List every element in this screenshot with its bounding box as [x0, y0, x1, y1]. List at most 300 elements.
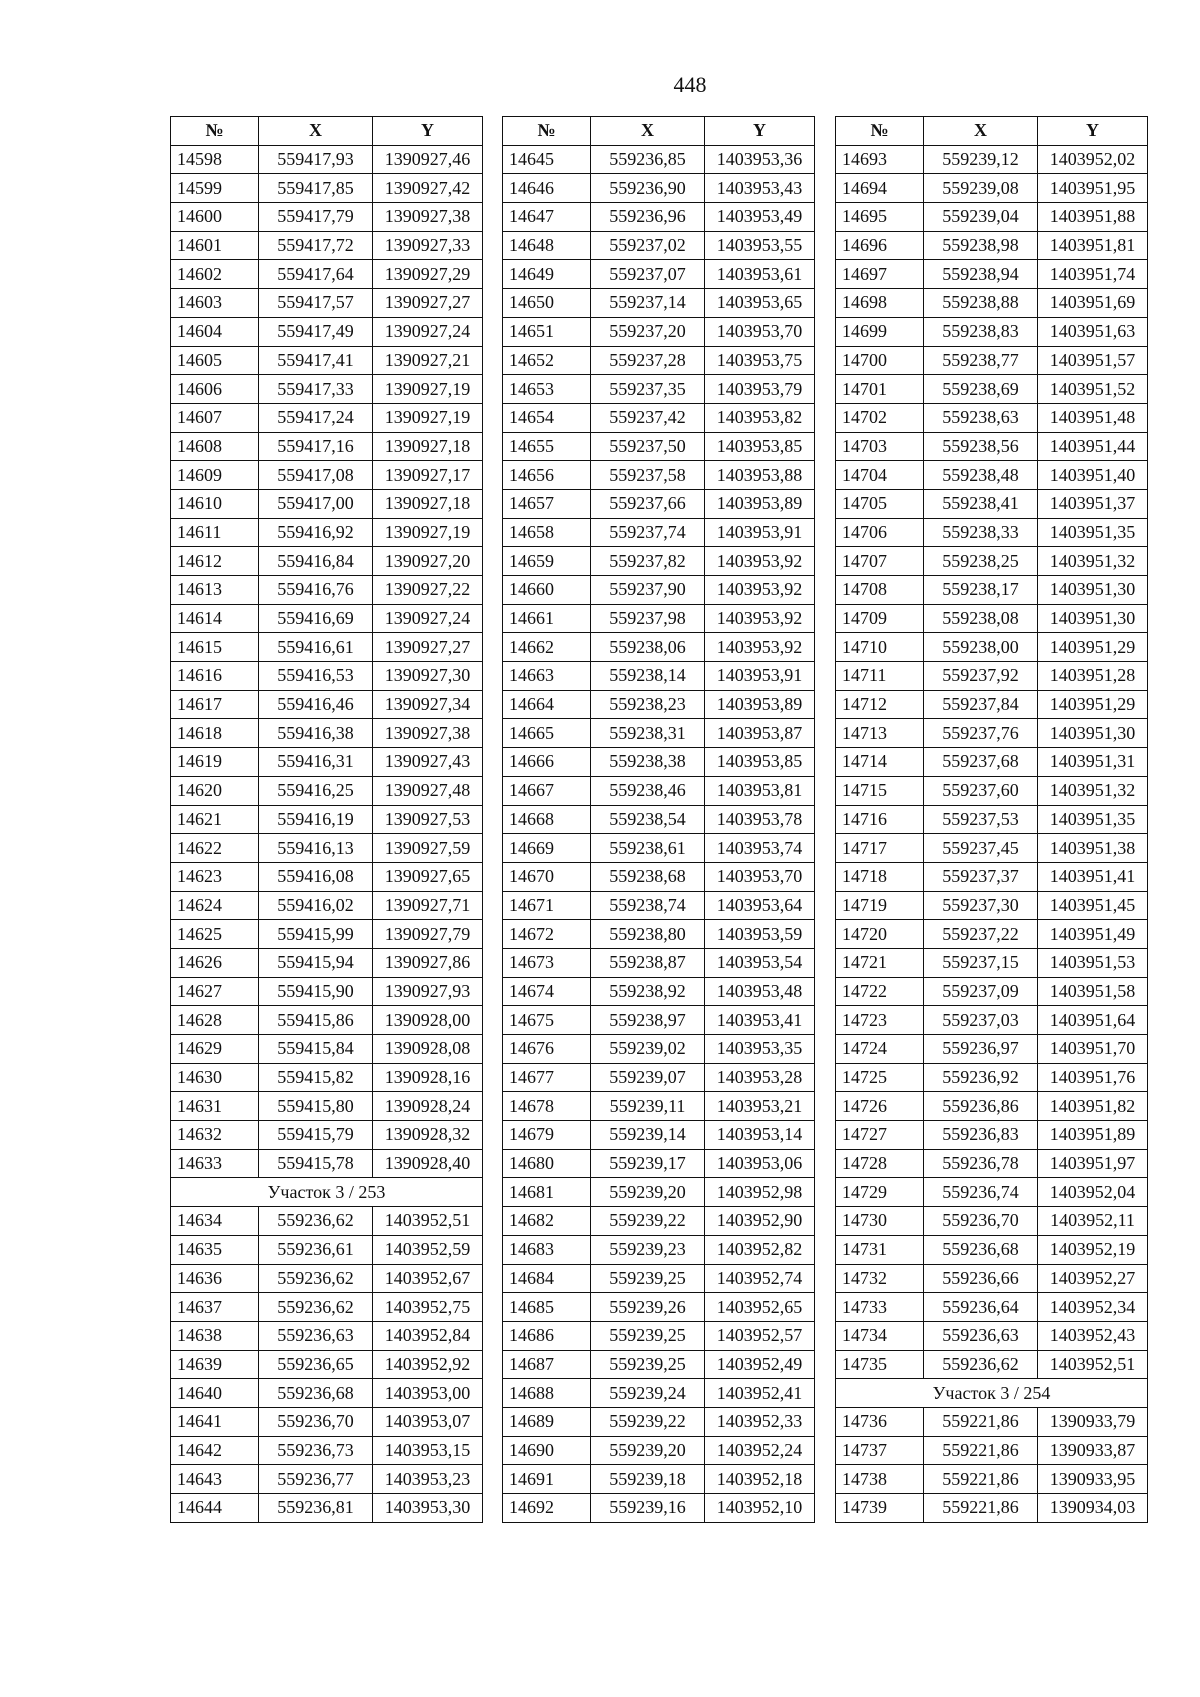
y-coordinate-cell: 1390927,24	[373, 317, 483, 346]
table-row	[171, 346, 483, 375]
point-number-cell: 14660	[503, 576, 591, 605]
x-coordinate-cell: 559238,61	[591, 834, 705, 863]
point-number-cell: 14634	[171, 1207, 259, 1236]
x-coordinate-cell: 559238,14	[591, 662, 705, 691]
table-row	[836, 1436, 1148, 1465]
point-number-cell: 14724	[836, 1035, 924, 1064]
table-row	[836, 375, 1148, 404]
y-coordinate-cell: 1403953,65	[705, 289, 815, 318]
section-label: Участок 3 / 254	[836, 1379, 1148, 1408]
x-coordinate-cell: 559236,97	[924, 1035, 1038, 1064]
y-coordinate-cell: 1403951,74	[1038, 260, 1148, 289]
table-row	[836, 1035, 1148, 1064]
x-coordinate-cell: 559417,00	[259, 489, 373, 518]
x-coordinate-cell: 559236,74	[924, 1178, 1038, 1207]
y-coordinate-cell: 1403953,82	[705, 403, 815, 432]
point-number-cell: 14673	[503, 948, 591, 977]
point-number-cell: 14630	[171, 1063, 259, 1092]
point-number-cell: 14698	[836, 289, 924, 318]
header-y: Y	[373, 117, 483, 146]
x-coordinate-cell: 559415,82	[259, 1063, 373, 1092]
y-coordinate-cell: 1390927,22	[373, 576, 483, 605]
table-row	[171, 1207, 483, 1236]
point-number-cell: 14732	[836, 1264, 924, 1293]
table-row	[503, 633, 815, 662]
x-coordinate-cell: 559236,70	[924, 1207, 1038, 1236]
table-row	[503, 317, 815, 346]
x-coordinate-cell: 559237,60	[924, 776, 1038, 805]
table-row	[503, 891, 815, 920]
point-number-cell: 14599	[171, 174, 259, 203]
y-coordinate-cell: 1403952,18	[705, 1465, 815, 1494]
x-coordinate-cell: 559236,63	[924, 1321, 1038, 1350]
y-coordinate-cell: 1390927,34	[373, 690, 483, 719]
point-number-cell: 14616	[171, 662, 259, 691]
y-coordinate-cell: 1390928,16	[373, 1063, 483, 1092]
table-row	[836, 1494, 1148, 1523]
point-number-cell: 14606	[171, 375, 259, 404]
table-row	[503, 203, 815, 232]
point-number-cell: 14691	[503, 1465, 591, 1494]
table-row	[503, 145, 815, 174]
x-coordinate-cell: 559417,08	[259, 461, 373, 490]
point-number-cell: 14729	[836, 1178, 924, 1207]
point-number-cell: 14734	[836, 1321, 924, 1350]
point-number-cell: 14619	[171, 748, 259, 777]
point-number-cell: 14635	[171, 1235, 259, 1264]
y-coordinate-cell: 1403953,07	[373, 1407, 483, 1436]
x-coordinate-cell: 559238,80	[591, 920, 705, 949]
x-coordinate-cell: 559239,25	[591, 1321, 705, 1350]
point-number-cell: 14714	[836, 748, 924, 777]
y-coordinate-cell: 1403953,23	[373, 1465, 483, 1494]
point-number-cell: 14607	[171, 403, 259, 432]
x-coordinate-cell: 559239,20	[591, 1436, 705, 1465]
x-coordinate-cell: 559236,64	[924, 1293, 1038, 1322]
table-row	[171, 977, 483, 1006]
table-row	[836, 1235, 1148, 1264]
table-row	[503, 289, 815, 318]
y-coordinate-cell: 1403951,35	[1038, 518, 1148, 547]
table-row	[836, 690, 1148, 719]
table-row	[171, 260, 483, 289]
table-row	[503, 1092, 815, 1121]
table-row	[836, 604, 1148, 633]
point-number-cell: 14716	[836, 805, 924, 834]
table-header-row	[503, 117, 815, 146]
point-number-cell: 14601	[171, 231, 259, 260]
point-number-cell: 14690	[503, 1436, 591, 1465]
x-coordinate-cell: 559237,09	[924, 977, 1038, 1006]
x-coordinate-cell: 559239,02	[591, 1035, 705, 1064]
y-coordinate-cell: 1403951,89	[1038, 1121, 1148, 1150]
point-number-cell: 14661	[503, 604, 591, 633]
point-number-cell: 14737	[836, 1436, 924, 1465]
y-coordinate-cell: 1403951,32	[1038, 776, 1148, 805]
y-coordinate-cell: 1403951,63	[1038, 317, 1148, 346]
y-coordinate-cell: 1390934,03	[1038, 1494, 1148, 1523]
x-coordinate-cell: 559415,79	[259, 1121, 373, 1150]
y-coordinate-cell: 1403952,75	[373, 1293, 483, 1322]
x-coordinate-cell: 559236,81	[259, 1494, 373, 1523]
y-coordinate-cell: 1403953,21	[705, 1092, 815, 1121]
point-number-cell: 14709	[836, 604, 924, 633]
y-coordinate-cell: 1403951,38	[1038, 834, 1148, 863]
y-coordinate-cell: 1403952,19	[1038, 1235, 1148, 1264]
table-row	[836, 1092, 1148, 1121]
point-number-cell: 14670	[503, 862, 591, 891]
y-coordinate-cell: 1403953,43	[705, 174, 815, 203]
x-coordinate-cell: 559237,42	[591, 403, 705, 432]
x-coordinate-cell: 559239,12	[924, 145, 1038, 174]
point-number-cell: 14678	[503, 1092, 591, 1121]
x-coordinate-cell: 559239,07	[591, 1063, 705, 1092]
table-row	[836, 145, 1148, 174]
y-coordinate-cell: 1390927,20	[373, 547, 483, 576]
point-number-cell: 14611	[171, 518, 259, 547]
y-coordinate-cell: 1403953,35	[705, 1035, 815, 1064]
y-coordinate-cell: 1403952,51	[373, 1207, 483, 1236]
table-row	[836, 891, 1148, 920]
header-y: Y	[705, 117, 815, 146]
point-number-cell: 14719	[836, 891, 924, 920]
y-coordinate-cell: 1403953,54	[705, 948, 815, 977]
y-coordinate-cell: 1390927,19	[373, 518, 483, 547]
y-coordinate-cell: 1403951,31	[1038, 748, 1148, 777]
y-coordinate-cell: 1403953,92	[705, 633, 815, 662]
y-coordinate-cell: 1403951,81	[1038, 231, 1148, 260]
y-coordinate-cell: 1403953,78	[705, 805, 815, 834]
point-number-cell: 14738	[836, 1465, 924, 1494]
point-number-cell: 14663	[503, 662, 591, 691]
x-coordinate-cell: 559417,24	[259, 403, 373, 432]
x-coordinate-cell: 559236,62	[924, 1350, 1038, 1379]
point-number-cell: 14665	[503, 719, 591, 748]
y-coordinate-cell: 1403952,27	[1038, 1264, 1148, 1293]
table-row	[171, 1436, 483, 1465]
table-row	[503, 1063, 815, 1092]
table-row	[171, 1379, 483, 1408]
point-number-cell: 14610	[171, 489, 259, 518]
table-row	[171, 633, 483, 662]
table-row	[171, 432, 483, 461]
table-row	[503, 432, 815, 461]
x-coordinate-cell: 559221,86	[924, 1407, 1038, 1436]
y-coordinate-cell: 1390933,95	[1038, 1465, 1148, 1494]
y-coordinate-cell: 1403951,52	[1038, 375, 1148, 404]
point-number-cell: 14677	[503, 1063, 591, 1092]
y-coordinate-cell: 1390927,33	[373, 231, 483, 260]
point-number-cell: 14736	[836, 1407, 924, 1436]
y-coordinate-cell: 1390927,38	[373, 203, 483, 232]
x-coordinate-cell: 559237,90	[591, 576, 705, 605]
table-row	[171, 920, 483, 949]
x-coordinate-cell: 559416,69	[259, 604, 373, 633]
table-row	[171, 145, 483, 174]
x-coordinate-cell: 559238,92	[591, 977, 705, 1006]
x-coordinate-cell: 559417,41	[259, 346, 373, 375]
x-coordinate-cell: 559417,72	[259, 231, 373, 260]
point-number-cell: 14723	[836, 1006, 924, 1035]
table-row	[836, 1407, 1148, 1436]
table-row	[503, 174, 815, 203]
y-coordinate-cell: 1403951,45	[1038, 891, 1148, 920]
point-number-cell: 14659	[503, 547, 591, 576]
table-row	[171, 289, 483, 318]
point-number-cell: 14647	[503, 203, 591, 232]
table-row	[171, 1092, 483, 1121]
section-row	[171, 1178, 483, 1207]
point-number-cell: 14643	[171, 1465, 259, 1494]
table-row	[171, 576, 483, 605]
point-number-cell: 14718	[836, 862, 924, 891]
table-row	[171, 1264, 483, 1293]
point-number-cell: 14684	[503, 1264, 591, 1293]
x-coordinate-cell: 559236,78	[924, 1149, 1038, 1178]
point-number-cell: 14701	[836, 375, 924, 404]
y-coordinate-cell: 1390928,00	[373, 1006, 483, 1035]
y-coordinate-cell: 1403952,24	[705, 1436, 815, 1465]
y-coordinate-cell: 1403953,92	[705, 576, 815, 605]
x-coordinate-cell: 559417,93	[259, 145, 373, 174]
point-number-cell: 14637	[171, 1293, 259, 1322]
table-row	[171, 1149, 483, 1178]
point-number-cell: 14712	[836, 690, 924, 719]
header-x: X	[591, 117, 705, 146]
y-coordinate-cell: 1403953,06	[705, 1149, 815, 1178]
table-row	[836, 805, 1148, 834]
x-coordinate-cell: 559238,46	[591, 776, 705, 805]
table-row	[171, 375, 483, 404]
point-number-cell: 14641	[171, 1407, 259, 1436]
y-coordinate-cell: 1403952,04	[1038, 1178, 1148, 1207]
x-coordinate-cell: 559416,38	[259, 719, 373, 748]
x-coordinate-cell: 559237,03	[924, 1006, 1038, 1035]
x-coordinate-cell: 559221,86	[924, 1494, 1038, 1523]
table-row	[171, 834, 483, 863]
x-coordinate-cell: 559236,62	[259, 1293, 373, 1322]
y-coordinate-cell: 1390933,87	[1038, 1436, 1148, 1465]
point-number-cell: 14613	[171, 576, 259, 605]
x-coordinate-cell: 559237,74	[591, 518, 705, 547]
x-coordinate-cell: 559237,84	[924, 690, 1038, 719]
x-coordinate-cell: 559237,82	[591, 547, 705, 576]
point-number-cell: 14680	[503, 1149, 591, 1178]
y-coordinate-cell: 1390928,32	[373, 1121, 483, 1150]
y-coordinate-cell: 1390928,24	[373, 1092, 483, 1121]
point-number-cell: 14621	[171, 805, 259, 834]
table-row	[836, 547, 1148, 576]
y-coordinate-cell: 1403951,48	[1038, 403, 1148, 432]
table-row	[503, 403, 815, 432]
point-number-cell: 14652	[503, 346, 591, 375]
point-number-cell: 14623	[171, 862, 259, 891]
x-coordinate-cell: 559416,84	[259, 547, 373, 576]
table-row	[503, 1264, 815, 1293]
x-coordinate-cell: 559237,14	[591, 289, 705, 318]
x-coordinate-cell: 559237,92	[924, 662, 1038, 691]
point-number-cell: 14653	[503, 375, 591, 404]
y-coordinate-cell: 1390927,48	[373, 776, 483, 805]
y-coordinate-cell: 1403953,00	[373, 1379, 483, 1408]
y-coordinate-cell: 1403951,82	[1038, 1092, 1148, 1121]
x-coordinate-cell: 559416,02	[259, 891, 373, 920]
point-number-cell: 14668	[503, 805, 591, 834]
table-row	[503, 1121, 815, 1150]
x-coordinate-cell: 559239,20	[591, 1178, 705, 1207]
x-coordinate-cell: 559415,78	[259, 1149, 373, 1178]
point-number-cell: 14700	[836, 346, 924, 375]
table-row	[836, 1121, 1148, 1150]
y-coordinate-cell: 1390927,42	[373, 174, 483, 203]
x-coordinate-cell: 559237,50	[591, 432, 705, 461]
table-row	[836, 1350, 1148, 1379]
point-number-cell: 14689	[503, 1407, 591, 1436]
point-number-cell: 14608	[171, 432, 259, 461]
point-number-cell: 14649	[503, 260, 591, 289]
table-row	[171, 1006, 483, 1035]
x-coordinate-cell: 559237,53	[924, 805, 1038, 834]
x-coordinate-cell: 559417,49	[259, 317, 373, 346]
point-number-cell: 14685	[503, 1293, 591, 1322]
point-number-cell: 14735	[836, 1350, 924, 1379]
y-coordinate-cell: 1390927,53	[373, 805, 483, 834]
y-coordinate-cell: 1390927,21	[373, 346, 483, 375]
y-coordinate-cell: 1390927,43	[373, 748, 483, 777]
point-number-cell: 14598	[171, 145, 259, 174]
y-coordinate-cell: 1403951,58	[1038, 977, 1148, 1006]
point-number-cell: 14688	[503, 1379, 591, 1408]
y-coordinate-cell: 1390928,40	[373, 1149, 483, 1178]
y-coordinate-cell: 1403951,41	[1038, 862, 1148, 891]
x-coordinate-cell: 559238,31	[591, 719, 705, 748]
x-coordinate-cell: 559237,22	[924, 920, 1038, 949]
table-row	[503, 461, 815, 490]
table-row	[503, 1407, 815, 1436]
point-number-cell: 14693	[836, 145, 924, 174]
point-number-cell: 14624	[171, 891, 259, 920]
y-coordinate-cell: 1403953,92	[705, 547, 815, 576]
point-number-cell: 14717	[836, 834, 924, 863]
point-number-cell: 14626	[171, 948, 259, 977]
y-coordinate-cell: 1403953,70	[705, 317, 815, 346]
table-row	[503, 776, 815, 805]
y-coordinate-cell: 1403953,87	[705, 719, 815, 748]
y-coordinate-cell: 1390927,93	[373, 977, 483, 1006]
y-coordinate-cell: 1390927,71	[373, 891, 483, 920]
x-coordinate-cell: 559238,25	[924, 547, 1038, 576]
table-row	[171, 1321, 483, 1350]
point-number-cell: 14639	[171, 1350, 259, 1379]
table-row	[171, 719, 483, 748]
header-num: №	[503, 117, 591, 146]
x-coordinate-cell: 559416,46	[259, 690, 373, 719]
table-row	[836, 834, 1148, 863]
y-coordinate-cell: 1403951,97	[1038, 1149, 1148, 1178]
y-coordinate-cell: 1403951,30	[1038, 576, 1148, 605]
point-number-cell: 14632	[171, 1121, 259, 1150]
y-coordinate-cell: 1403951,40	[1038, 461, 1148, 490]
table-row	[171, 748, 483, 777]
table-row	[171, 403, 483, 432]
table-row	[503, 346, 815, 375]
table-row	[836, 977, 1148, 1006]
x-coordinate-cell: 559239,22	[591, 1407, 705, 1436]
x-coordinate-cell: 559236,68	[924, 1235, 1038, 1264]
point-number-cell: 14651	[503, 317, 591, 346]
table-row	[503, 690, 815, 719]
y-coordinate-cell: 1390927,27	[373, 633, 483, 662]
x-coordinate-cell: 559238,88	[924, 289, 1038, 318]
y-coordinate-cell: 1403952,43	[1038, 1321, 1148, 1350]
table-row	[503, 1149, 815, 1178]
point-number-cell: 14618	[171, 719, 259, 748]
x-coordinate-cell: 559238,87	[591, 948, 705, 977]
x-coordinate-cell: 559416,61	[259, 633, 373, 662]
table-row	[836, 203, 1148, 232]
y-coordinate-cell: 1403951,35	[1038, 805, 1148, 834]
table-row	[836, 489, 1148, 518]
point-number-cell: 14697	[836, 260, 924, 289]
y-coordinate-cell: 1403953,28	[705, 1063, 815, 1092]
table-row	[836, 576, 1148, 605]
table-row	[836, 461, 1148, 490]
table-row	[836, 317, 1148, 346]
table-row	[171, 662, 483, 691]
point-number-cell: 14725	[836, 1063, 924, 1092]
point-number-cell: 14682	[503, 1207, 591, 1236]
point-number-cell: 14733	[836, 1293, 924, 1322]
point-number-cell: 14638	[171, 1321, 259, 1350]
table-row	[171, 461, 483, 490]
y-coordinate-cell: 1390928,08	[373, 1035, 483, 1064]
y-coordinate-cell: 1390927,79	[373, 920, 483, 949]
x-coordinate-cell: 559239,18	[591, 1465, 705, 1494]
y-coordinate-cell: 1403953,61	[705, 260, 815, 289]
point-number-cell: 14669	[503, 834, 591, 863]
point-number-cell: 14644	[171, 1494, 259, 1523]
y-coordinate-cell: 1403952,67	[373, 1264, 483, 1293]
y-coordinate-cell: 1390927,19	[373, 375, 483, 404]
table-row	[836, 260, 1148, 289]
x-coordinate-cell: 559238,48	[924, 461, 1038, 490]
table-row	[836, 1293, 1148, 1322]
table-row	[503, 719, 815, 748]
y-coordinate-cell: 1403953,91	[705, 662, 815, 691]
point-number-cell: 14627	[171, 977, 259, 1006]
y-coordinate-cell: 1403953,85	[705, 748, 815, 777]
table-row	[503, 518, 815, 547]
point-number-cell: 14600	[171, 203, 259, 232]
y-coordinate-cell: 1403953,74	[705, 834, 815, 863]
x-coordinate-cell: 559417,57	[259, 289, 373, 318]
y-coordinate-cell: 1403951,30	[1038, 604, 1148, 633]
point-number-cell: 14721	[836, 948, 924, 977]
table-row	[836, 231, 1148, 260]
x-coordinate-cell: 559417,79	[259, 203, 373, 232]
table-row	[503, 834, 815, 863]
point-number-cell: 14655	[503, 432, 591, 461]
x-coordinate-cell: 559236,90	[591, 174, 705, 203]
point-number-cell: 14681	[503, 1178, 591, 1207]
point-number-cell: 14692	[503, 1494, 591, 1523]
y-coordinate-cell: 1403952,65	[705, 1293, 815, 1322]
y-coordinate-cell: 1403951,29	[1038, 690, 1148, 719]
y-coordinate-cell: 1403951,49	[1038, 920, 1148, 949]
table-row	[171, 1465, 483, 1494]
table-row	[171, 1407, 483, 1436]
y-coordinate-cell: 1403953,85	[705, 432, 815, 461]
